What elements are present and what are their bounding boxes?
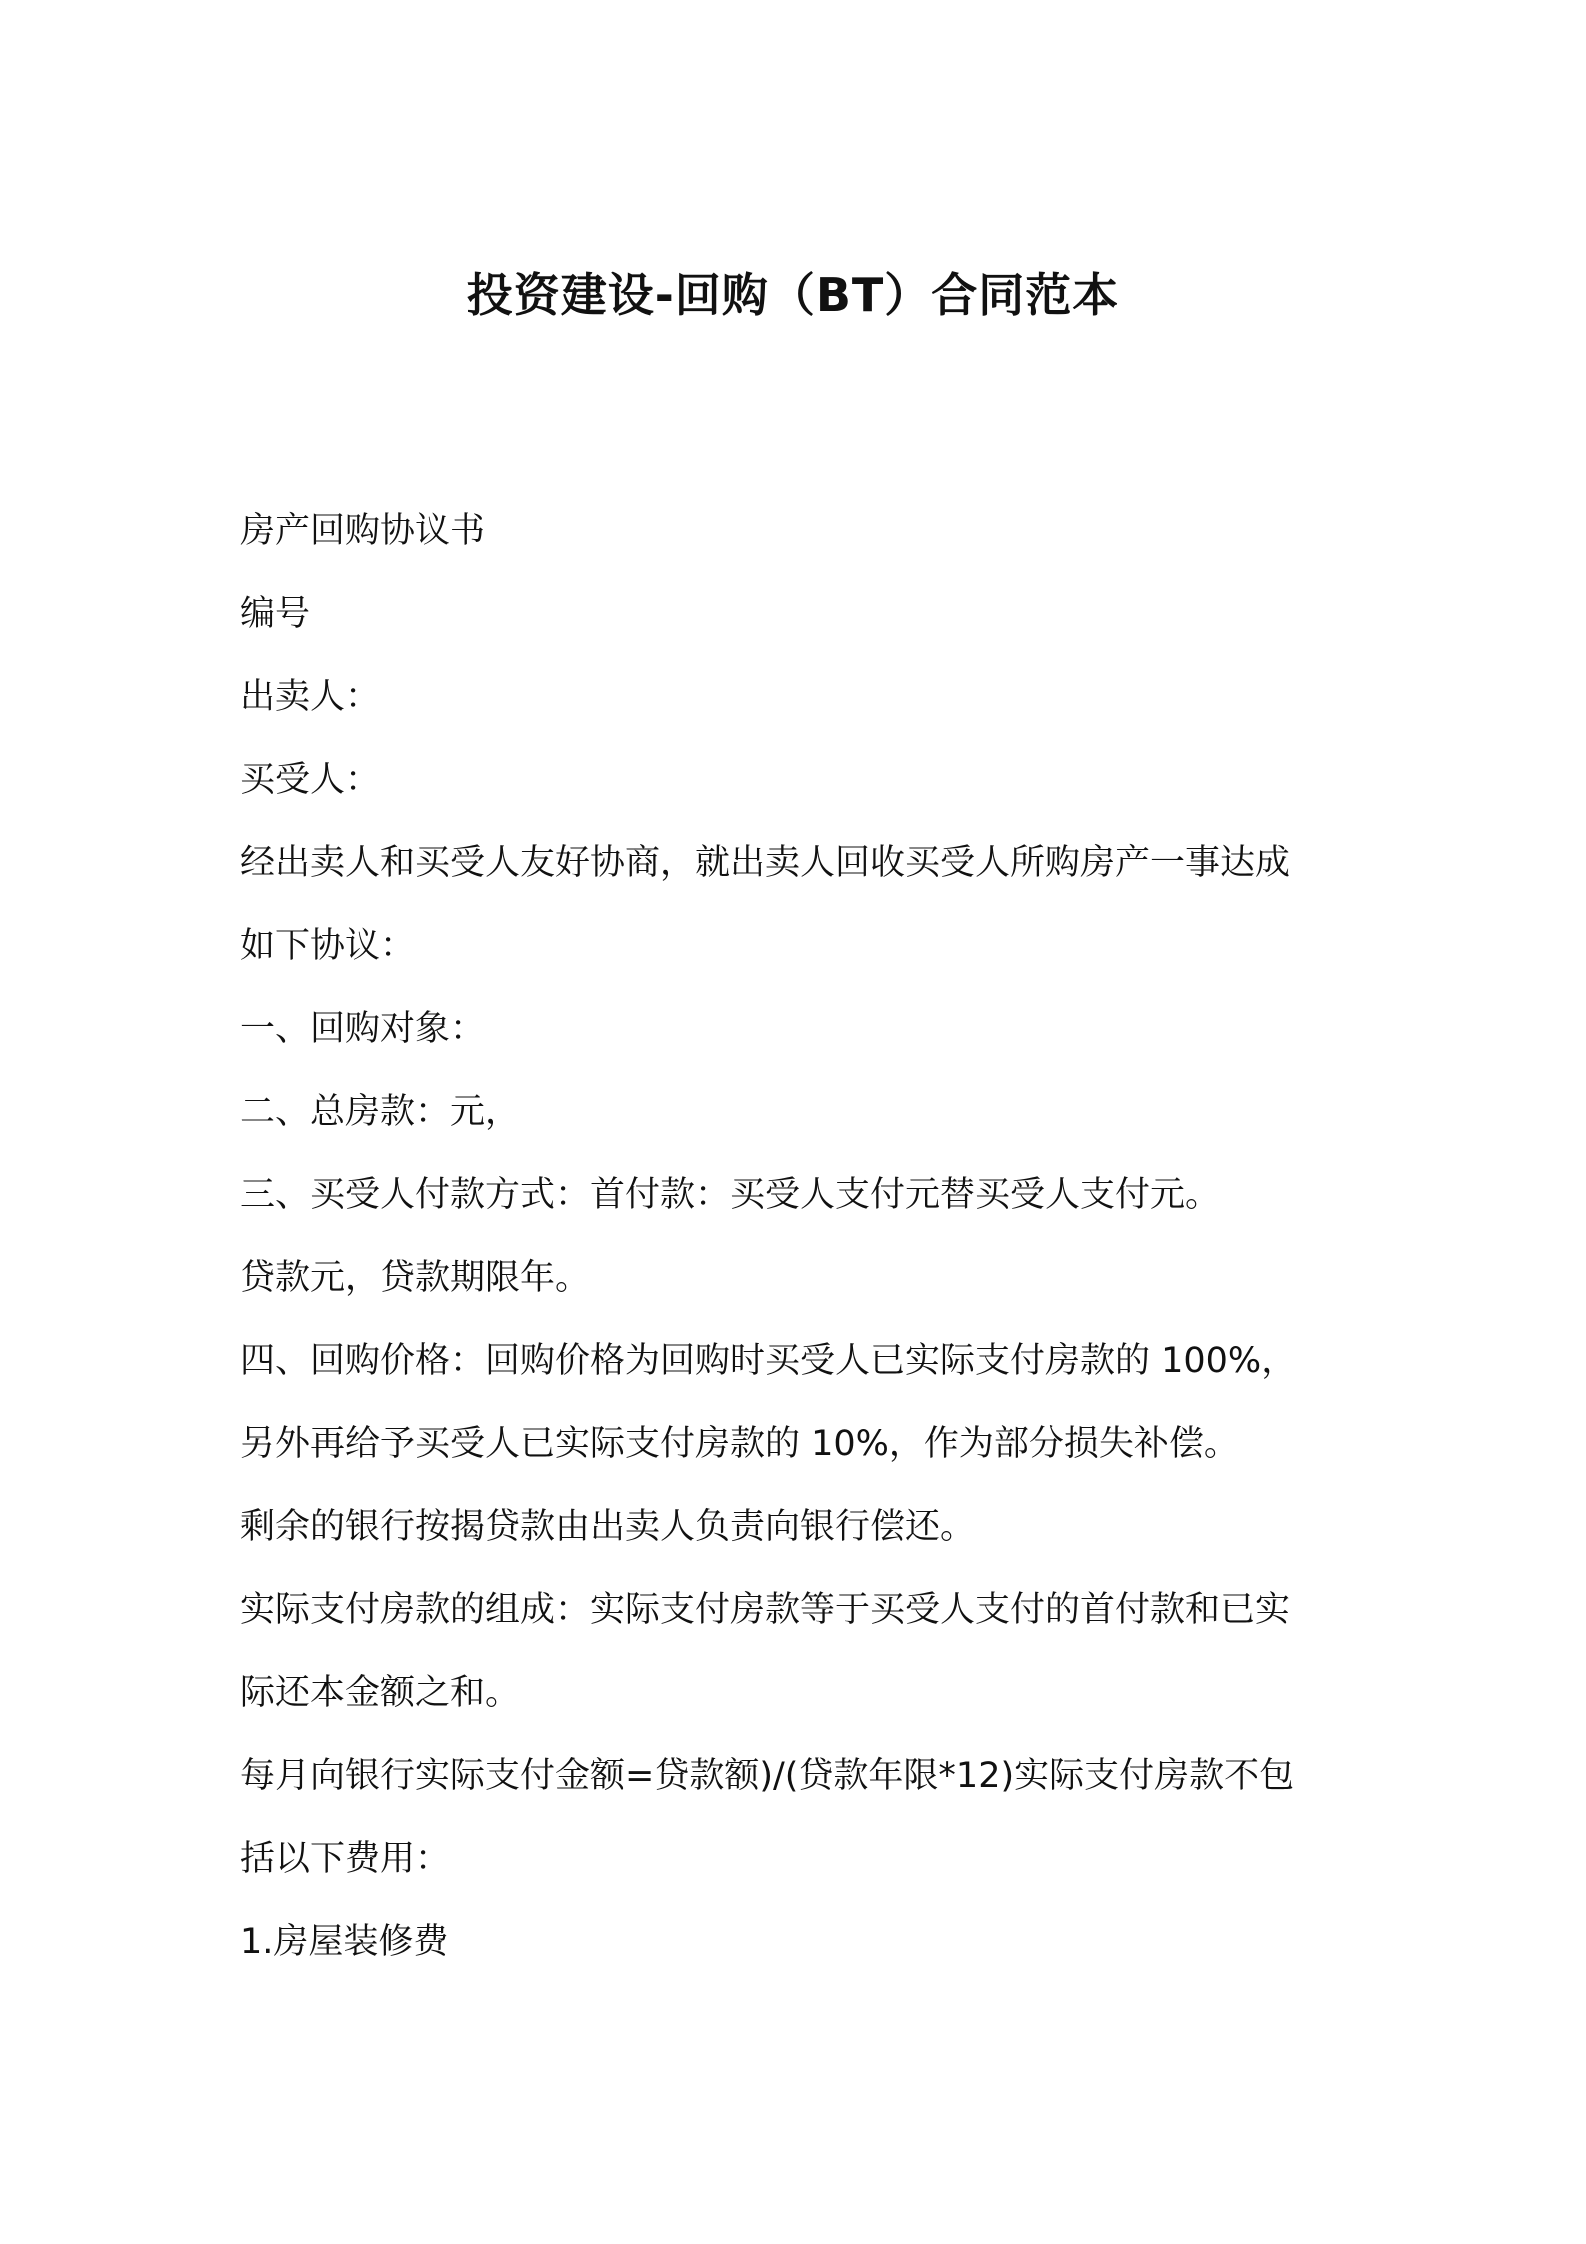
document-title: 投资建设-回购（BT）合同范本	[466, 268, 1120, 322]
clause-3-loan: 贷款元，贷款期限年。	[240, 1258, 591, 1298]
clause-4-repurchase-price: 四、回购价格：回购价格为回购时买受人已实际支付房款的 100%，	[240, 1341, 1297, 1381]
body-line-number: 编号	[240, 594, 311, 634]
document-body	[240, 490, 1360, 1984]
exclusion-item-1: 1.房屋装修费	[240, 1922, 449, 1962]
body-line-exclusions: 括以下费用：	[240, 1839, 451, 1879]
body-line-preamble: 经出卖人和买受人友好协商，就出卖人回收买受人所购房产一事达成	[240, 843, 1291, 883]
body-line-seller: 出卖人：	[240, 677, 381, 717]
body-line-buyer: 买受人：	[240, 760, 381, 800]
body-line-payment-composition: 实际支付房款的组成：实际支付房款等于买受人支付的首付款和已实	[240, 1590, 1291, 1630]
body-line-agreement-name: 房产回购协议书	[240, 511, 486, 551]
clause-3-payment-method: 三、买受人付款方式：首付款：买受人支付元替买受人支付元。	[240, 1175, 1221, 1215]
clause-4-compensation: 另外再给予买受人已实际支付房款的 10%，作为部分损失补偿。	[240, 1424, 1239, 1464]
body-line-payment-composition-cont: 际还本金额之和。	[240, 1673, 521, 1713]
clause-4-remaining-loan: 剩余的银行按揭贷款由出卖人负责向银行偿还。	[240, 1507, 976, 1547]
clause-2-total-price: 二、总房款：元，	[240, 1092, 521, 1132]
body-line-preamble-cont: 如下协议：	[240, 926, 416, 966]
body-line-monthly-formula: 每月向银行实际支付金额=贷款额)/(贷款年限*12)实际支付房款不包	[240, 1756, 1295, 1796]
clause-1-repurchase-object: 一、回购对象：	[240, 1009, 486, 1049]
